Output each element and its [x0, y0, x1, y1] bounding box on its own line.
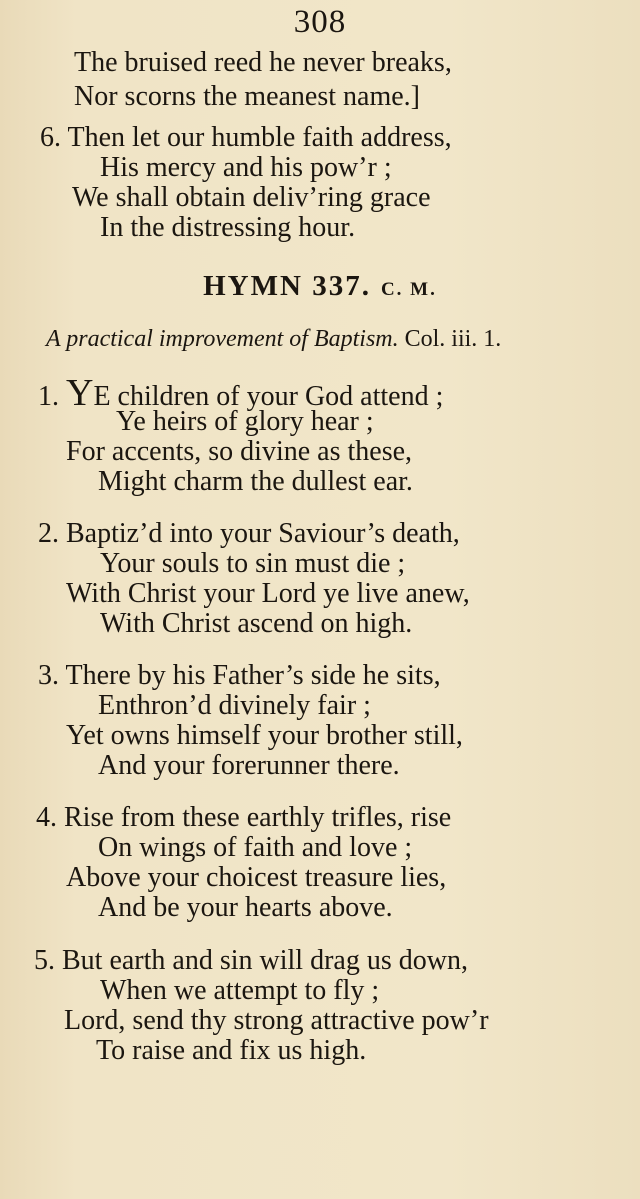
hymn-title [0, 270, 640, 303]
stanza-number: 3. [38, 660, 59, 691]
verse-line: Your souls to sin must die ; [100, 548, 406, 579]
verse-text: E children of your God attend ; [93, 381, 444, 412]
stanza-number: 1. [38, 381, 59, 412]
verse-line: The bruised reed he never breaks, [74, 47, 452, 78]
verse-line: Yet owns himself your brother still, [66, 720, 463, 751]
verse-line: With Christ your Lord ye live anew, [66, 578, 470, 609]
verse-line: To raise and fix us high. [96, 1035, 367, 1066]
stanza-number: 2. [38, 518, 59, 549]
hymn-subtitle [46, 326, 501, 353]
stanza-number: 6. [40, 122, 61, 153]
verse-line: We shall obtain deliv’ring grace [72, 182, 431, 213]
verse-line: For accents, so divine as these, [66, 436, 413, 467]
verse-line: Above your choicest treasure lies, [66, 862, 447, 893]
verse-line: In the distressing hour. [100, 212, 356, 243]
verse-text: Baptiz’d into your Saviour’s death, [66, 518, 460, 549]
verse-text: Rise from these earthly trifles, rise [64, 802, 452, 833]
hymn-number: HYMN 337. [203, 270, 371, 302]
verse-line: His mercy and his pow’r ; [100, 152, 392, 183]
verse-line: Enthron’d divinely fair ; [98, 690, 371, 721]
verse-line: Ye heirs of glory hear ; [116, 406, 374, 437]
scripture-reference: Col. iii. 1. [404, 326, 502, 352]
stanza-6-line-1 [40, 123, 452, 153]
verse-line: Might charm the dullest ear. [98, 466, 413, 497]
verse-line: Lord, send thy strong attractive pow’r [64, 1005, 489, 1036]
hymn-meter: C. M. [380, 279, 437, 300]
subtitle-italic: A practical improvement of Baptism. [46, 326, 399, 352]
stanza-5-line-1 [34, 946, 468, 976]
stanza-2-line-1 [38, 519, 460, 549]
verse-line: Nor scorns the meanest name.] [74, 81, 420, 112]
stanza-number: 5. [34, 945, 55, 976]
verse-line: And your forerunner there. [98, 750, 400, 781]
verse-text: But earth and sin will drag us down, [62, 945, 468, 976]
verse-text: There by his Father’s side he sits, [65, 660, 441, 691]
verse-line: And be your hearts above. [98, 892, 393, 923]
verse-line: On wings of faith and love ; [98, 832, 413, 863]
verse-line: With Christ ascend on high. [100, 608, 413, 639]
verse-text: Then let our humble faith address, [67, 122, 452, 153]
stanza-number: 4. [36, 802, 57, 833]
page-number: 308 [293, 4, 347, 40]
stanza-3-line-1 [38, 661, 441, 691]
verse-line: When we attempt to fly ; [100, 975, 380, 1006]
drop-cap: Y [66, 372, 94, 414]
stanza-4-line-1 [36, 803, 451, 833]
